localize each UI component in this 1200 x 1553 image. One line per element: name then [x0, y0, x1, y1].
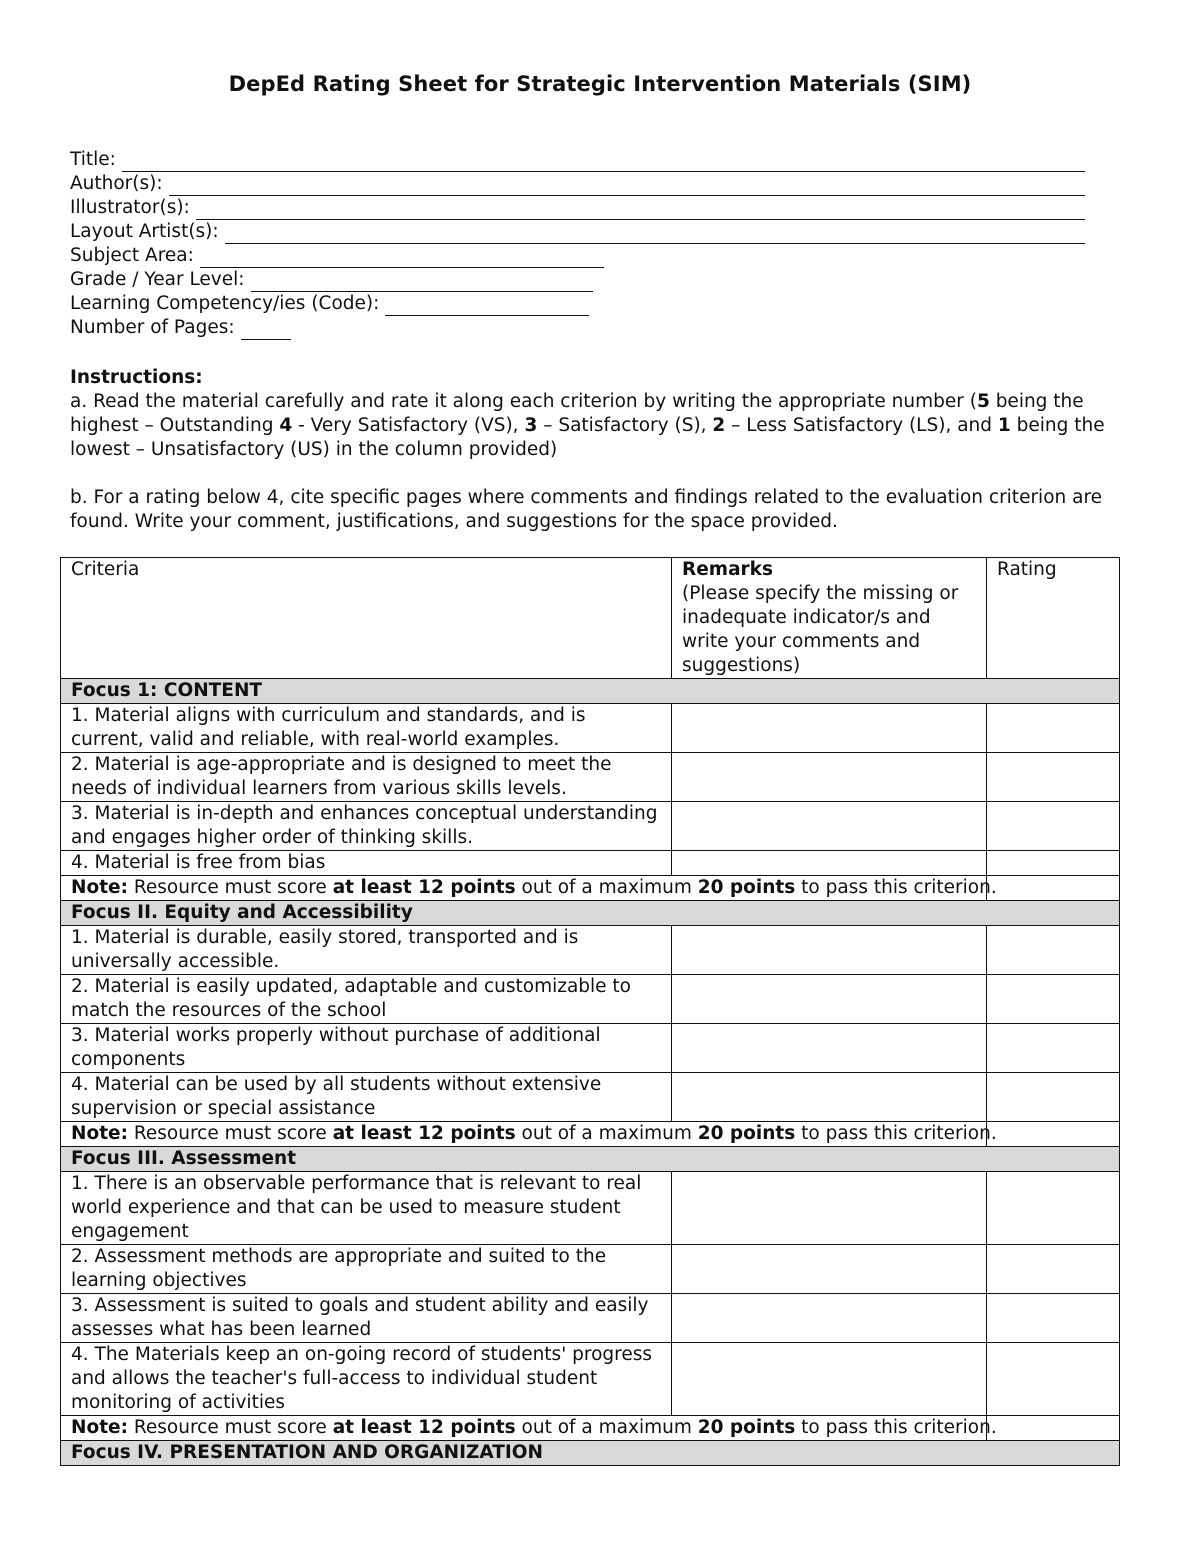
- focus-header-row: [61, 679, 1120, 704]
- criterion-text: 2. Assessment methods are appropriate and suited to the learning objectives: [61, 1245, 672, 1294]
- criterion-text: 2. Material is age-appropriate and is designed to meet the needs of individual learners from various skills levels.: [61, 753, 672, 802]
- focus-4-title: Focus IV. PRESENTATION AND ORGANIZATION: [61, 1441, 1120, 1466]
- focus-3-title: Focus III. Assessment: [61, 1147, 1120, 1172]
- criterion-text: 3. Assessment is suited to goals and student ability and easily assesses what has been learned: [61, 1294, 672, 1343]
- criterion-row: [61, 704, 1120, 753]
- field-blank[interactable]: [385, 296, 589, 316]
- remarks-cell[interactable]: [672, 1343, 987, 1416]
- remarks-cell[interactable]: [672, 1024, 987, 1073]
- field-illustrators[interactable]: [70, 196, 1085, 220]
- rating-cell[interactable]: [987, 851, 1120, 876]
- rating-cell[interactable]: [987, 802, 1120, 851]
- focus-2-title: Focus II. Equity and Accessibility: [61, 901, 1120, 926]
- remarks-title: Remarks: [682, 559, 773, 580]
- field-subject-area[interactable]: [70, 244, 1085, 268]
- remarks-cell[interactable]: [672, 1245, 987, 1294]
- remarks-cell[interactable]: [672, 1294, 987, 1343]
- rating-cell[interactable]: [987, 753, 1120, 802]
- criterion-text: 3. Material works properly without purchase of additional components: [61, 1024, 672, 1073]
- remarks-cell[interactable]: [672, 802, 987, 851]
- remarks-cell[interactable]: [672, 975, 987, 1024]
- remarks-cell[interactable]: [672, 704, 987, 753]
- total-rating-cell[interactable]: [987, 876, 1120, 901]
- field-blank[interactable]: [122, 152, 1085, 172]
- criterion-row: [61, 926, 1120, 975]
- rating-cell[interactable]: [987, 1024, 1120, 1073]
- rating-table: [60, 557, 1120, 1466]
- criterion-text: 1. Material aligns with curriculum and standards, and is current, valid and reliable, with real-world examples.: [61, 704, 672, 753]
- rating-cell[interactable]: [987, 1073, 1120, 1122]
- criterion-text: 4. Material is free from bias: [61, 851, 672, 876]
- total-rating-cell[interactable]: [987, 1416, 1120, 1441]
- criterion-row: [61, 753, 1120, 802]
- field-learning-competency[interactable]: [70, 292, 1085, 316]
- rating-cell[interactable]: [987, 975, 1120, 1024]
- field-blank[interactable]: [200, 248, 604, 268]
- criterion-text: 3. Material is in-depth and enhances conceptual understanding and engages higher order of thinking skills.: [61, 802, 672, 851]
- note-text: Note: Resource must score at least 12 points out of a maximum 20 points to pass this criterion.: [61, 876, 987, 901]
- field-label: Illustrator(s):: [70, 197, 190, 218]
- page-title: DepEd Rating Sheet for Strategic Intervention Materials (SIM): [228, 72, 972, 96]
- criterion-text: 1. There is an observable performance that is relevant to real world experience and that can be used to measure student engagement: [61, 1172, 672, 1245]
- note-text: Note: Resource must score at least 12 points out of a maximum 20 points to pass this criterion.: [61, 1122, 987, 1147]
- field-layout-artists[interactable]: [70, 220, 1085, 244]
- instruction-b: b. For a rating below 4, cite specific pages where comments and findings related to the evaluation criterion are found. Write your comment, justifications, and suggestions for the space provided.: [70, 487, 1103, 532]
- field-label: Layout Artist(s):: [70, 221, 219, 242]
- field-grade-level[interactable]: [70, 268, 1085, 292]
- criterion-text: 1. Material is durable, easily stored, transported and is universally accessible.: [61, 926, 672, 975]
- field-blank[interactable]: [225, 224, 1085, 244]
- focus-header-row: [61, 1441, 1120, 1466]
- field-title[interactable]: [70, 148, 1085, 172]
- instructions: [70, 366, 1130, 534]
- note-row: [61, 876, 1120, 901]
- field-label: Learning Competency/ies (Code):: [70, 293, 380, 314]
- criterion-row: [61, 802, 1120, 851]
- note-row: [61, 1122, 1120, 1147]
- field-label: Grade / Year Level:: [70, 269, 245, 290]
- header-fields: [70, 148, 1085, 340]
- field-blank[interactable]: [169, 176, 1085, 196]
- field-number-of-pages[interactable]: [70, 316, 1085, 340]
- remarks-header: [672, 558, 987, 679]
- criterion-row: [61, 1343, 1120, 1416]
- criterion-text: 2. Material is easily updated, adaptable and customizable to match the resources of the school: [61, 975, 672, 1024]
- criterion-row: [61, 1172, 1120, 1245]
- focus-header-row: [61, 1147, 1120, 1172]
- rating-cell[interactable]: [987, 1294, 1120, 1343]
- remarks-cell[interactable]: [672, 1172, 987, 1245]
- remarks-note: (Please specify the missing or inadequate indicator/s and write your comments and suggestions): [682, 583, 959, 676]
- focus-header-row: [61, 901, 1120, 926]
- field-authors[interactable]: [70, 172, 1085, 196]
- criterion-row: [61, 1245, 1120, 1294]
- total-rating-cell[interactable]: [987, 1122, 1120, 1147]
- criterion-row: [61, 1294, 1120, 1343]
- criterion-text: 4. Material can be used by all students without extensive supervision or special assistance: [61, 1073, 672, 1122]
- criterion-row: [61, 851, 1120, 876]
- rating-cell[interactable]: [987, 1343, 1120, 1416]
- remarks-cell[interactable]: [672, 851, 987, 876]
- instructions-heading: Instructions:: [70, 367, 203, 388]
- rating-cell[interactable]: [987, 704, 1120, 753]
- remarks-cell[interactable]: [672, 753, 987, 802]
- note-row: [61, 1416, 1120, 1441]
- field-label: Number of Pages:: [70, 317, 235, 338]
- field-blank[interactable]: [241, 320, 291, 340]
- field-label: Title:: [70, 149, 116, 170]
- focus-1-title: Focus 1: CONTENT: [61, 679, 1120, 704]
- criterion-row: [61, 1024, 1120, 1073]
- note-text: Note: Resource must score at least 12 points out of a maximum 20 points to pass this criterion.: [61, 1416, 987, 1441]
- remarks-cell[interactable]: [672, 926, 987, 975]
- field-blank[interactable]: [251, 272, 593, 292]
- field-label: Author(s):: [70, 173, 163, 194]
- field-blank[interactable]: [196, 200, 1085, 220]
- table-header-row: [61, 558, 1120, 679]
- criteria-header: Criteria: [61, 558, 672, 679]
- criterion-text: 4. The Materials keep an on-going record of students' progress and allows the teacher's full-access to individual student monitoring of activities: [61, 1343, 672, 1416]
- rating-header: Rating: [987, 558, 1120, 679]
- field-label: Subject Area:: [70, 245, 194, 266]
- rating-cell[interactable]: [987, 926, 1120, 975]
- instruction-a: a. Read the material carefully and rate it along each criterion by writing the appropriate number (5 being the highest – Outstanding 4 - Very Satisfactory (VS), 3 – Satisfactory (S), 2 – Less Satisfactory (LS), and 1 being the lowest – Unsatisfactory (US) in the column provided): [70, 391, 1105, 460]
- rating-cell[interactable]: [987, 1172, 1120, 1245]
- remarks-cell[interactable]: [672, 1073, 987, 1122]
- rating-cell[interactable]: [987, 1245, 1120, 1294]
- criterion-row: [61, 975, 1120, 1024]
- criterion-row: [61, 1073, 1120, 1122]
